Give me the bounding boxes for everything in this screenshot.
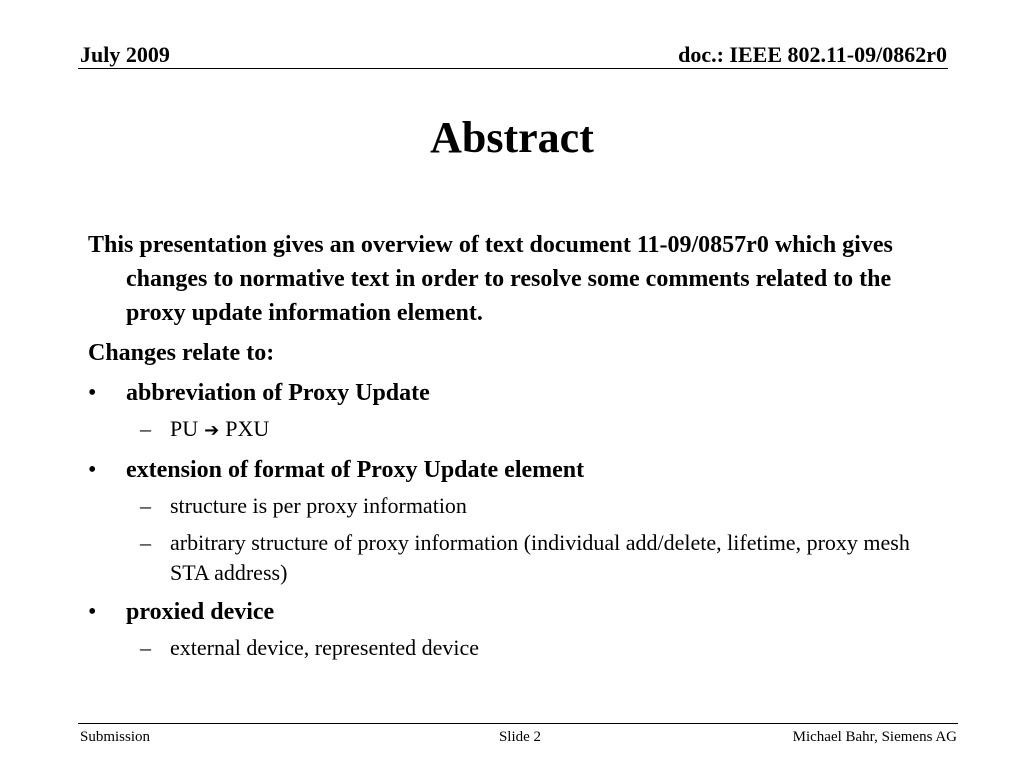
- sub-item-text: arbitrary structure of proxy information (individual add/delete, lifetime, proxy mesh STA address): [170, 530, 910, 585]
- sub-item-to: PXU: [225, 416, 270, 441]
- bullet-item: [88, 453, 948, 487]
- bullet-item: [88, 595, 948, 629]
- sub-item: [88, 414, 948, 446]
- sub-item-text: structure is per proxy information: [170, 493, 467, 518]
- slide-title: Abstract: [430, 113, 594, 162]
- header-date: July 2009: [80, 42, 170, 67]
- footer-slide-number: Slide 2: [498, 729, 542, 745]
- bullet-icon: •: [88, 380, 97, 406]
- dash-icon: –: [140, 493, 151, 518]
- bullet-icon: •: [88, 599, 97, 625]
- footer-submission: Submission: [80, 729, 151, 745]
- bullet-icon: •: [88, 457, 97, 483]
- arrow-right-icon: ➔: [204, 420, 220, 441]
- changes-label: Changes relate to:: [88, 340, 275, 366]
- footer-divider: [78, 723, 958, 724]
- sub-item: [88, 528, 948, 588]
- sub-item-from: PU: [170, 416, 199, 441]
- intro-paragraph: This presentation gives an overview of text document 11-09/0857r0 which gives changes to normative text in order to resolve some comments related to the proxy update information element.: [88, 232, 893, 326]
- footer-author: Michael Bahr, Siemens AG: [792, 729, 957, 745]
- header-doc-id: doc.: IEEE 802.11-09/0862r0: [678, 42, 947, 67]
- slide-body: [88, 228, 948, 670]
- bullet-text: extension of format of Proxy Update element: [126, 457, 585, 483]
- sub-item: [88, 491, 948, 521]
- header-divider: [78, 68, 948, 69]
- dash-icon: –: [140, 530, 151, 555]
- dash-icon: –: [140, 416, 151, 441]
- bullet-text: proxied device: [126, 599, 275, 625]
- sub-item: [88, 633, 948, 663]
- bullet-item: [88, 376, 948, 410]
- dash-icon: –: [140, 635, 151, 660]
- bullet-text: abbreviation of Proxy Update: [126, 380, 430, 406]
- sub-item-text: external device, represented device: [170, 635, 480, 660]
